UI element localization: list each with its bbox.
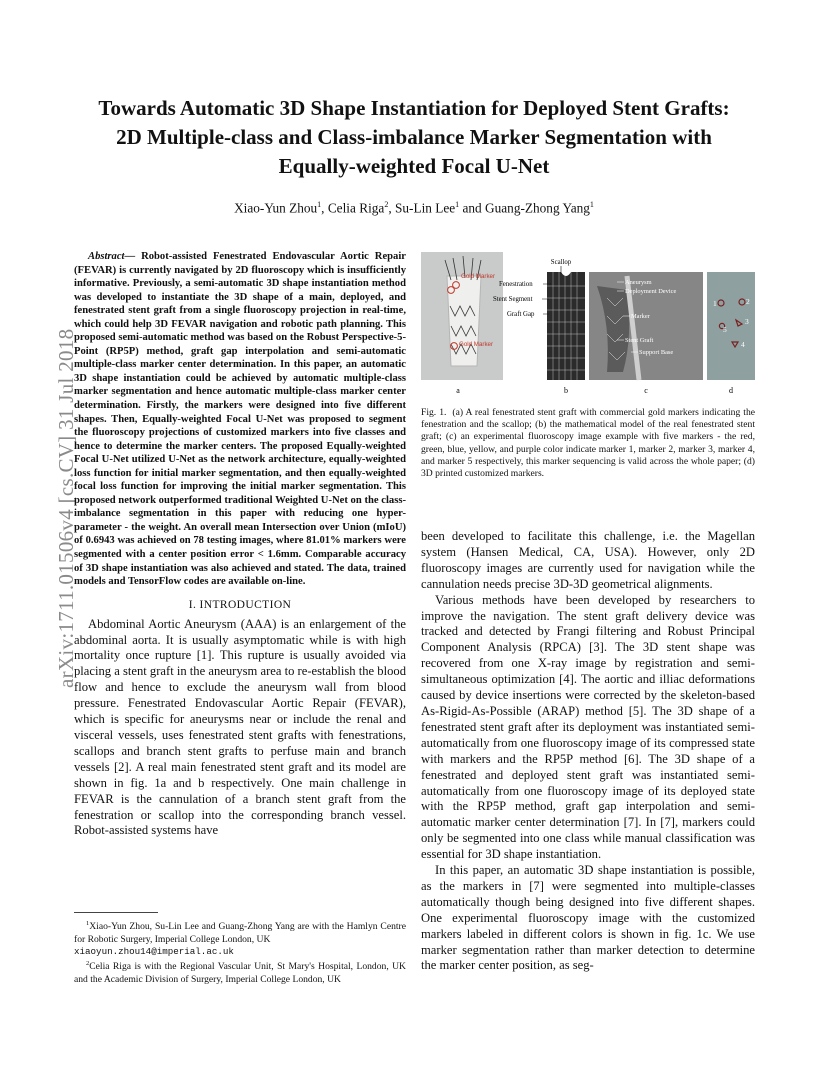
footnote-email: xiaoyun.zhou14@imperial.ac.uk	[74, 946, 234, 957]
abstract-dash: —	[124, 251, 142, 262]
author-separator: and	[459, 200, 486, 216]
right-paragraph-2: Various methods have been developed by researchers to improve the navigation. The stent graft delivery device was tracked and detected by Frangi filtering and Robust Principal Component Analysis (RPCA) [3]. The 3D stent shape was recovered from one X-ray image by registration and semi-simultaneous optimization [4]. The aortic and illiac deformations caused by device insertions were corrected by the skeleton-based As-Rigid-As-Possible (ARAP) method [5]. The 3D shape of a fenestrated stent graft after its deployment was instantiated semi-automatically from one fluoroscopy image of its compressed state with markers and the RP5P method [6]. The 3D shape of a fenestrated and deployed stent graft was instantiated semi-automatically from one fluoroscopy image of its deployed state with the RP5P method, graft gap interpolation and semi-automatic marker center determination [7]. In [7], markers could only be segmented into one class while manual classification was essential for 3D shape instantiation.	[421, 592, 755, 862]
figure-1-graphic	[421, 246, 755, 396]
panel-c-label-aneurysm: Aneurysm	[625, 279, 652, 286]
abstract-text: Robot-assisted Fenestrated Endovascular Aortic Repair (FEVAR) is currently navigated by 2D fluoroscopy which is insufficiently informative. Previously, a semi-automatic 3D shape instantiation method was developed to instantiate the 3D shape of a main, deployed, and fenestrated stent graft from a single fluoroscopy projection in real-time, which could help 3D FEVAR navigation and robotic path planning. This proposed semi-automatic method was based on the Robust Perspective-5-Point (RP5P) method, graft gap interpolation and semi-automatic multiple-class marker center determination. In this paper, an automatic 3D shape instantiation could be achieved by automatic multiple-class marker segmentation and hence automatic multiple-class marker center determination. Firstly, the markers were designed into five different shapes. Then, Equally-weighted Focal U-Net was proposed to segment the fluoroscopy projections of customized markers into five classes and hence to determine the marker centers. The proposed Equally-weighted Focal U-Net utilized U-Net as the network architecture, equally-weighted loss function for initial marker segmentation, and then equally-weighted focal loss function for improving the initial marker segmentation. This proposed network outperformed traditional Weighted U-Net on the class-imbalance segmentation in this paper with reducing one hyper-parameter - the weight. An overall mean Intersection over Union (mIoU) of 0.6943 was achieved on 78 testing images, where 81.01% markers were segmented with a center position error < 1.6mm. Comparable accuracy of 3D shape instantiation was also achieved and stated. The data, trained models and TensorFlow codes are available on-line.	[74, 251, 406, 588]
figure-caption-label: Fig. 1.	[421, 407, 447, 418]
figure-1-caption	[421, 407, 755, 480]
panel-a-photo	[421, 252, 503, 380]
abstract	[74, 250, 406, 589]
author-affiliation: 1	[589, 200, 594, 209]
panel-b-label-graft-gap: Graft Gap	[507, 311, 535, 318]
panel-a-label-marker-1: Gold Marker	[461, 273, 496, 280]
panel-d-label-4: 4	[741, 340, 745, 349]
footnote-rule	[74, 912, 158, 913]
panel-c-label-stent-graft: Stent Graft	[625, 337, 654, 344]
panel-b-label-fenestration: Fenestration	[499, 281, 533, 288]
panel-c-fluoroscopy	[589, 272, 703, 380]
author-name: Su-Lin Lee	[394, 200, 456, 216]
author-separator: ,	[388, 200, 395, 216]
arxiv-stamp	[14, 270, 78, 690]
author-affiliation: 2	[384, 200, 389, 209]
section-heading-introduction: I. INTRODUCTION	[188, 598, 292, 611]
author-separator: ,	[321, 200, 328, 216]
panel-label-a: a	[456, 386, 460, 395]
panel-b-label-scallop: Scallop	[550, 259, 572, 266]
right-paragraph-3: In this paper, an automatic 3D shape instantiation is possible, as the markers in [7] were segmented into multiple-classes automatically though being designed into five different shapes. One experimental fluoroscopy image with the customized markers labeled in different colors is shown in fig. 1c. We use marker segmentation rather than marker detection to determine the marker center position, as seg-	[421, 863, 755, 973]
author-name: Guang-Zhong Yang	[485, 200, 590, 216]
panel-label-b: b	[564, 386, 568, 395]
abstract-label: Abstract	[88, 251, 125, 262]
panel-d-label-3: 3	[745, 317, 749, 326]
author-list	[76, 200, 752, 216]
footnote-2-text: Celia Riga is with the Regional Vascular Unit, St Mary's Hospital, London, UK and the Academic Division of Surgery, Imperial College London, UK	[74, 961, 406, 985]
title-line-1: Towards Automatic 3D Shape Instantiation for Deployed Stent Grafts:	[98, 96, 730, 120]
panel-label-d: d	[729, 386, 733, 395]
panel-c-label-support-base: Support Base	[639, 349, 674, 356]
footnote-1-text: Xiao-Yun Zhou, Su-Lin Lee and Guang-Zhong Yang are with the Hamlyn Centre for Robotic Surgery, Imperial College London, UK	[74, 921, 406, 945]
author-affiliation: 1	[455, 200, 460, 209]
paper-title	[76, 94, 752, 181]
left-column	[74, 250, 406, 839]
panel-b-label-stent-segment: Stent Segment	[493, 296, 533, 303]
panel-c-label-marker: Marker	[631, 313, 650, 320]
footnotes	[74, 918, 406, 986]
panel-c-label-deployment-device: Deployment Device	[625, 288, 677, 295]
intro-paragraph-1: Abdominal Aortic Aneurysm (AAA) is an enlargement of the abdominal aorta. It is usually asymptomatic while is with high mortality once rupture [1]. This rupture is usually avoided via placing a stent graft in the aneurysm area to re-establish the blood flow and hence to exclude the aneurysm wall from blood pressure. Fenestrated Endovascular Aortic Repair (FEVAR), which is specific for aneurysms near or include the renal and visceral vessels, uses fenestrated stent grafts with fenestrations, scallops and branch stent grafts to perfuse main and branch vessels [2]. A real main fenestrated stent graft and its model are shown in fig. 1a and b respectively. One main challenge in FEVAR is the cannulation of a branch stent graft from the fenestration or scallop into the corresponding branch vessel. Robot-assisted systems have	[74, 616, 406, 838]
panel-d-label-1: 1	[713, 299, 717, 308]
right-column-text	[421, 529, 755, 974]
author-name: Xiao-Yun Zhou	[234, 200, 318, 216]
title-line-3: Equally-weighted Focal U-Net	[278, 154, 550, 178]
figure-1	[421, 246, 755, 396]
title-line-2: 2D Multiple-class and Class-imbalance Marker Segmentation with	[116, 125, 712, 149]
panel-label-c: c	[644, 386, 648, 395]
panel-a-label-marker-2: Gold Marker	[459, 341, 494, 348]
panel-d-label-2: 2	[746, 297, 750, 306]
footnote-1: $^1$Xiao-Yun Zhou, Su-Lin Lee and Guang-Zhong Yang are with the Hamlyn Centre for Robotic Surgery, Imperial College London, UK xiaoyun.zhou14@imperial.ac.uk	[74, 920, 406, 957]
right-paragraph-1: been developed to facilitate this challenge, i.e. the Magellan system (Hansen Medical, CA, USA). However, only 2D fluoroscopy images are currently used for navigation while the cannulation needs precise 3D-3D geometrical alignments.	[421, 529, 755, 591]
author-affiliation: 1	[317, 200, 322, 209]
footnote-2: $^2$Celia Riga is with the Regional Vascular Unit, St Mary's Hospital, London, UK and the Academic Division of Surgery, Imperial College London, UK	[74, 960, 406, 985]
figure-caption-text: (a) A real fenestrated stent graft with commercial gold markers indicating the fenestration and the scallop; (b) the mathematical model of the real fenestrated stent graft; (c) an experimental fluoroscopy image example with five markers - the red, green, blue, yellow, and purple color indicate marker 1, marker 2, marker 3, marker 4, and marker 5 respectively, this marker sequencing is valid across the whole paper; (d) 3D printed customized markers.	[421, 407, 756, 480]
author-name: Celia Riga	[327, 200, 385, 216]
arxiv-identifier: arXiv:1711.01506v4 [cs.CV] 31 Jul 2018	[54, 328, 78, 688]
panel-d-label-5: 5	[723, 325, 727, 334]
panel-d-markers	[707, 272, 755, 380]
panel-b-model	[493, 259, 585, 380]
